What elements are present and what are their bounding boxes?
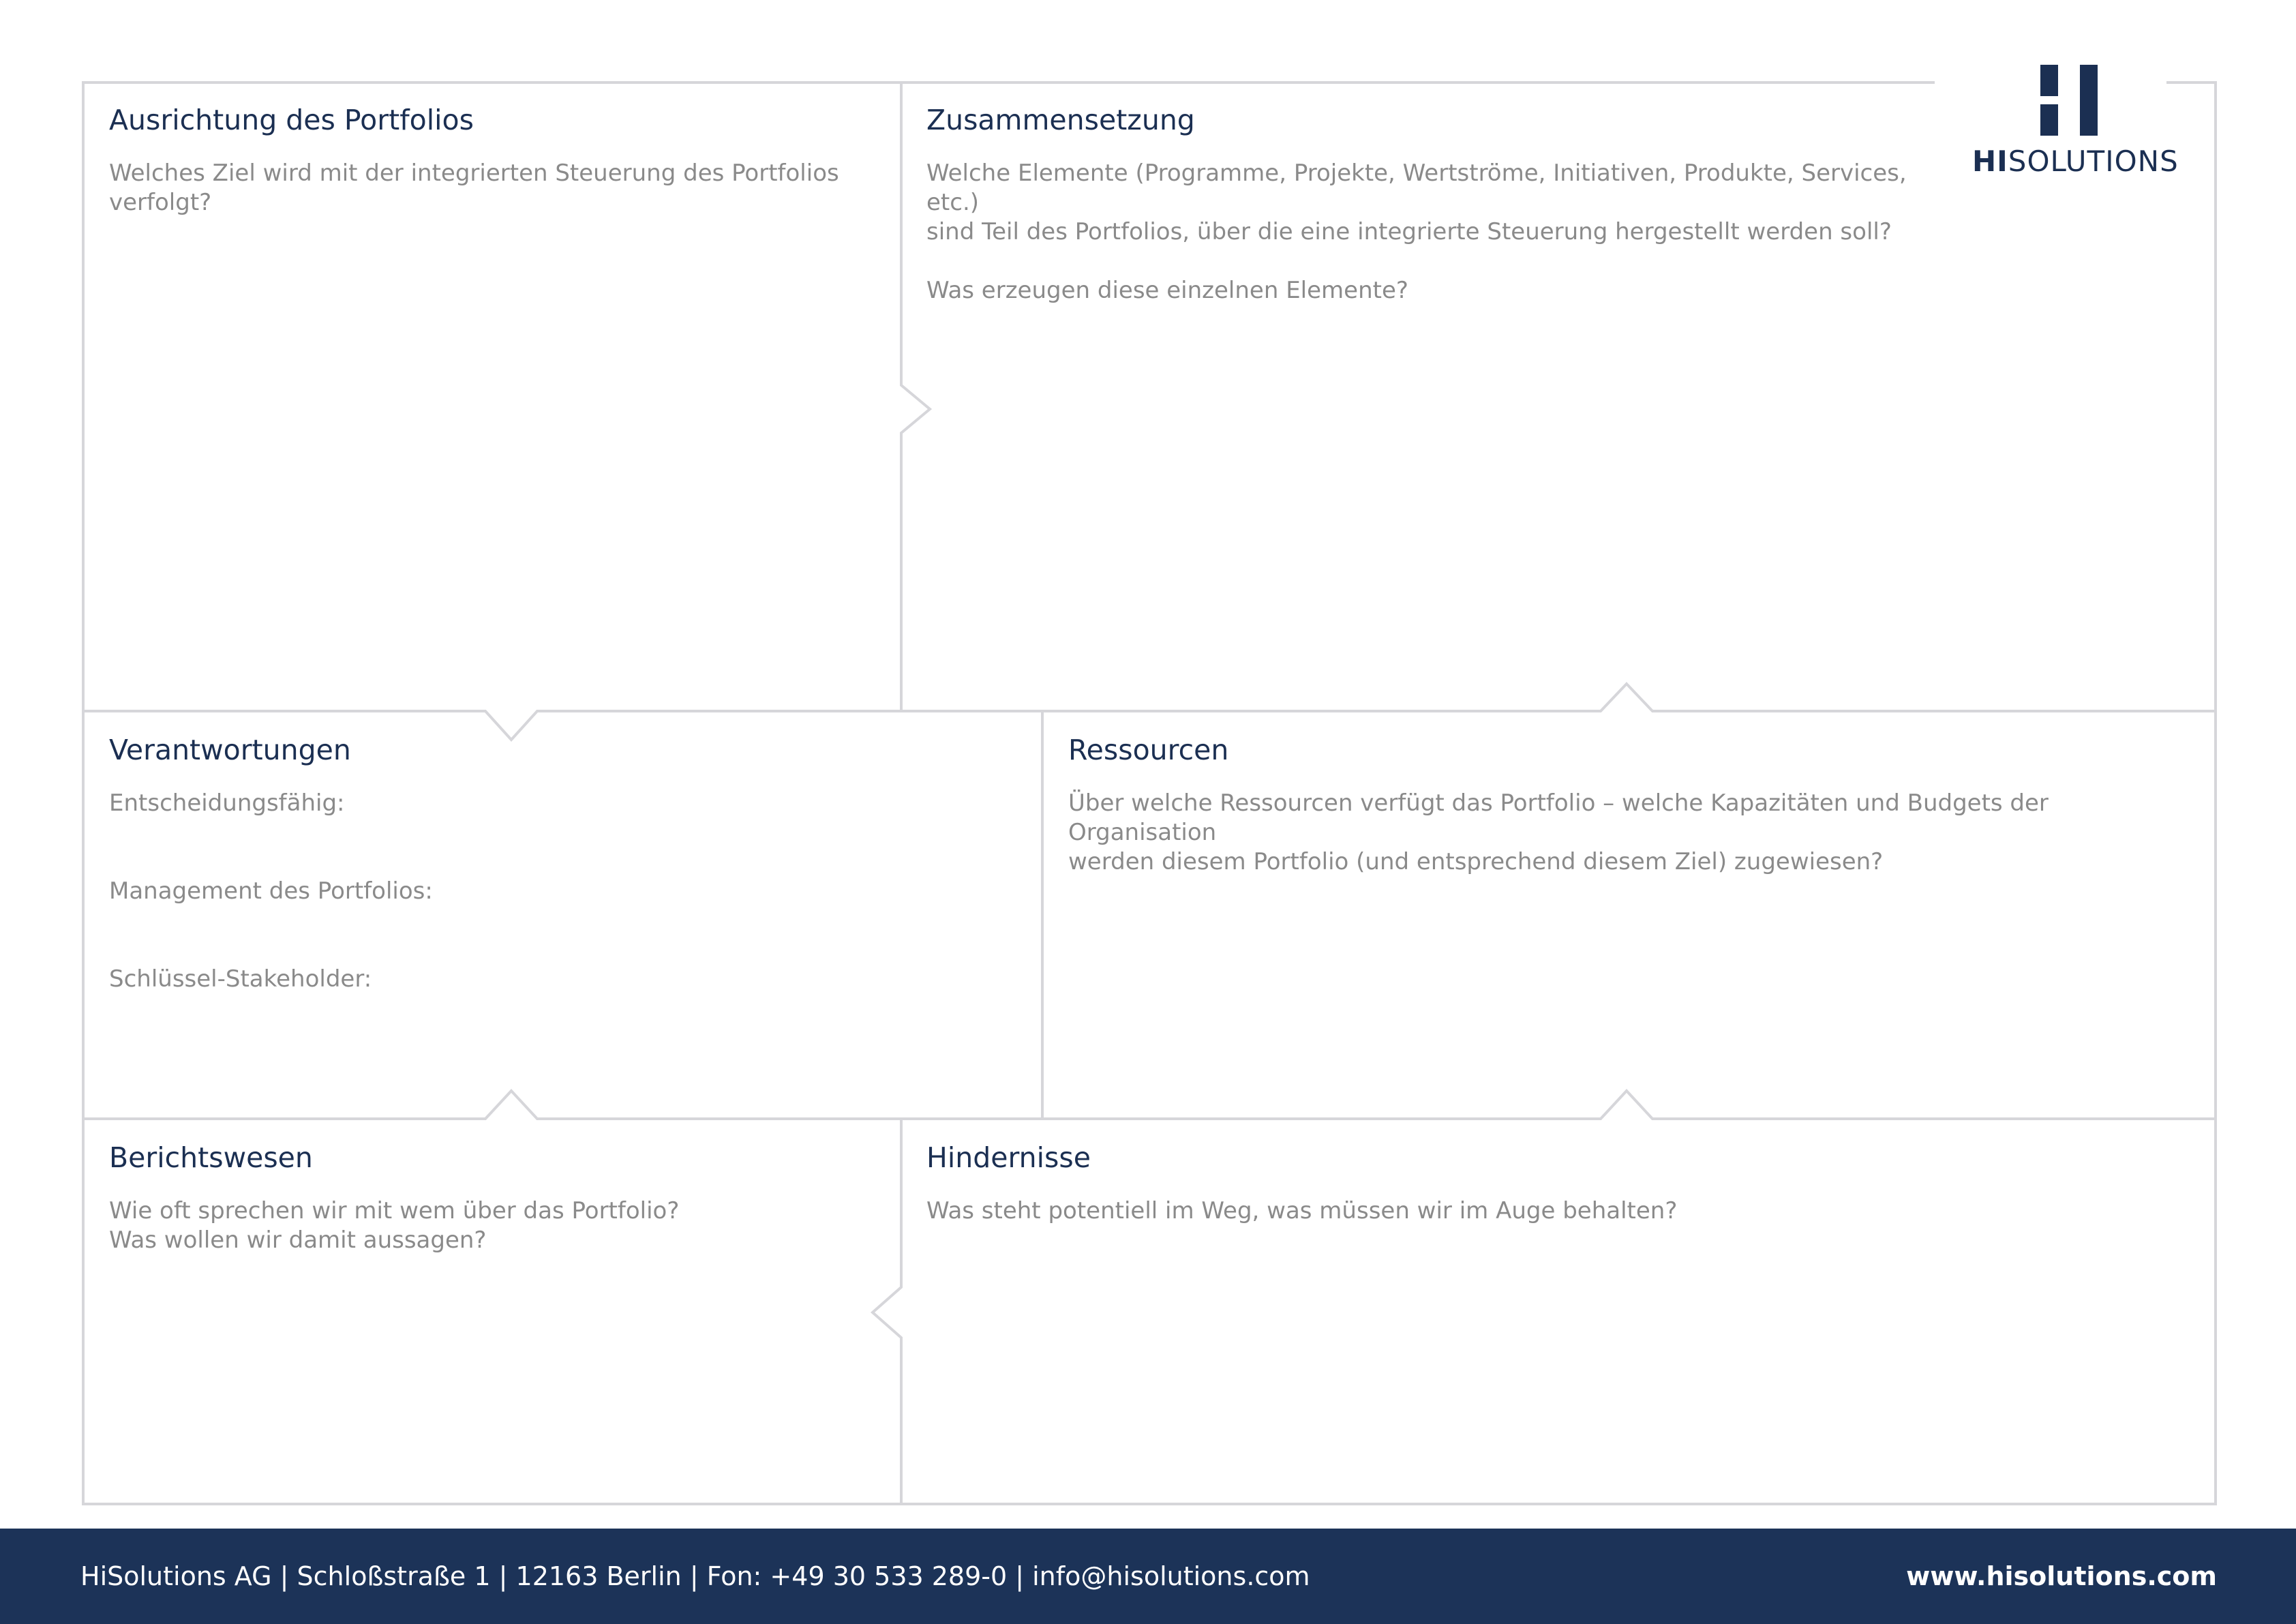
panel-title: Hindernisse <box>926 1141 1091 1174</box>
panel-hindernisse <box>926 1141 2194 1226</box>
panel-question: Über welche Ressourcen verfügt das Portfolio – welche Kapazitäten und Budgets der Organisation werden diesem Portfolio (und entsprechend diesem Ziel) zugewiesen? <box>1068 790 2049 876</box>
panel-ressourcen <box>1068 734 2200 877</box>
panel-title: Ausrichtung des Portfolios <box>109 104 474 136</box>
item-stakeholder: Schlüssel-Stakeholder: <box>109 965 372 993</box>
divider-top-vertical <box>901 82 930 711</box>
panel-berichtswesen <box>109 1141 873 1255</box>
panel-title: Zusammensetzung <box>926 104 1195 136</box>
panel-ausrichtung <box>109 104 873 217</box>
footer-website-link[interactable]: www.hisolutions.com <box>1906 1561 2217 1591</box>
logo-mark-icon <box>2040 65 2098 136</box>
panel-title: Ressourcen <box>1068 734 1229 766</box>
panel-items <box>109 789 1009 994</box>
panel-title: Berichtswesen <box>109 1141 313 1174</box>
panel-zusammensetzung <box>926 104 1935 305</box>
item-management: Management des Portfolios: <box>109 877 433 905</box>
divider-row1 <box>83 684 2216 740</box>
divider-bottom-vertical <box>873 1119 901 1504</box>
panel-title: Verantwortungen <box>109 734 351 766</box>
panel-question: Welches Ziel wird mit der integrierten Steuerung des Portfolios verfolgt? <box>109 160 839 217</box>
footer-contact-info: HiSolutions AG | Schloßstraße 1 | 12163 Berlin | Fon: +49 30 533 289-0 | info@hisolutions.com <box>80 1561 1310 1591</box>
panel-question-2: Was erzeugen diese einzelnen Elemente? <box>926 277 1408 305</box>
panel-verantwortungen <box>109 734 1009 994</box>
item-entscheidungsfaehig: Entscheidungsfähig: <box>109 790 345 817</box>
panel-question: Was steht potentiell im Weg, was müssen wir im Auge behalten? <box>926 1197 1678 1225</box>
logo-wordmark: HISOLUTIONS <box>1972 145 2179 178</box>
footer-bar <box>0 1529 2296 1624</box>
divider-row2 <box>83 1091 2216 1119</box>
panel-question: Wie oft sprechen wir mit wem über das Portfolio? Was wollen wir damit aussagen? <box>109 1197 680 1254</box>
panel-question: Welche Elemente (Programme, Projekte, Wertströme, Initiativen, Produkte, Services, etc.) sind Teil des Portfolios, über die eine integrierte Steuerung hergestellt werden soll? Was erzeugen diese einzelnen Elemente? <box>926 159 1935 305</box>
hisolutions-logo <box>1935 65 2179 184</box>
